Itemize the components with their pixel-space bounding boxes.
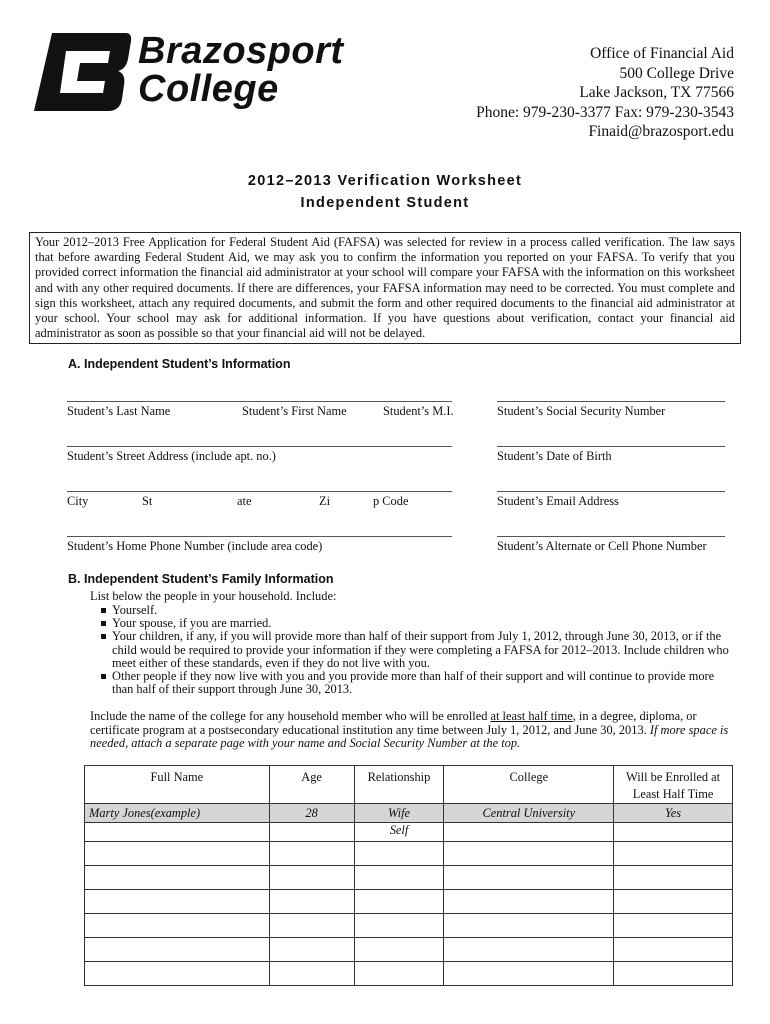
- bullet-text: Your children, if any, if you will provide more than half of their support from July 1, 2012, through June 30, 2013, or if the child would be required to provide your information if they were completing a FAFSA for 2012–2013. Include children who meet either of these standards, even if they do not live with you.: [112, 629, 729, 670]
- college-cell[interactable]: [444, 890, 614, 914]
- example-age-cell: 28: [269, 804, 354, 823]
- enrolled-cell[interactable]: [614, 938, 733, 962]
- address-phone: Phone: 979-230-3377 Fax: 979-230-3543: [476, 103, 734, 121]
- bullet-icon: [101, 621, 106, 626]
- table-row-self: [85, 823, 733, 842]
- street-label: Student’s Street Address (include apt. no.): [67, 449, 276, 463]
- email-field-line[interactable]: [497, 491, 725, 492]
- office-address: [476, 44, 734, 142]
- street-field-line[interactable]: [67, 446, 452, 447]
- enrolled-cell[interactable]: [614, 842, 733, 866]
- example-name-cell: Marty Jones(example): [85, 804, 270, 823]
- enrolled-cell[interactable]: [614, 866, 733, 890]
- dob-label: Student’s Date of Birth: [497, 449, 612, 463]
- enrollment-note: [90, 710, 730, 751]
- city-state-zip-field-line[interactable]: [67, 491, 452, 492]
- address-city: Lake Jackson, TX 77566: [579, 84, 734, 101]
- age-cell[interactable]: [269, 866, 354, 890]
- college-logo-icon: [34, 33, 132, 111]
- college-cell[interactable]: [444, 866, 614, 890]
- college-cell[interactable]: [444, 914, 614, 938]
- name-cell[interactable]: [85, 938, 270, 962]
- alt-phone-label: Student’s Alternate or Cell Phone Number: [497, 539, 707, 553]
- zip-label-b: p Code: [373, 494, 409, 508]
- name-cell[interactable]: [85, 962, 270, 986]
- name-cell[interactable]: [85, 914, 270, 938]
- bullet-icon: [101, 634, 106, 639]
- dob-field-line[interactable]: [497, 446, 725, 447]
- college-cell[interactable]: [444, 938, 614, 962]
- example-college-cell: Central University: [444, 804, 614, 823]
- age-cell[interactable]: [269, 938, 354, 962]
- bullet-text: Your spouse, if you are married.: [112, 616, 272, 631]
- enrollment-note-italic: If more space is needed, attach a separate page with your name and Social Security Number at the top.: [90, 722, 729, 751]
- college-name-line1: Brazosport: [138, 30, 344, 72]
- name-cell[interactable]: [85, 866, 270, 890]
- bullet-icon: [101, 674, 106, 679]
- col-header-enrolled: Will be Enrolled at Least Half Time: [614, 766, 733, 804]
- self-age-cell[interactable]: [269, 823, 354, 842]
- table-row-example: [85, 804, 733, 823]
- relationship-cell[interactable]: [354, 962, 444, 986]
- college-cell[interactable]: [444, 962, 614, 986]
- self-name-cell[interactable]: [85, 823, 270, 842]
- enrollment-note-underline: at least half time: [490, 709, 573, 723]
- college-name: [138, 32, 344, 108]
- example-enrolled-cell: Yes: [614, 804, 733, 823]
- college-name-line2: College: [138, 68, 279, 110]
- home-phone-field-line[interactable]: [67, 536, 452, 537]
- list-item: [90, 630, 730, 670]
- enrolled-cell[interactable]: [614, 890, 733, 914]
- age-cell[interactable]: [269, 962, 354, 986]
- list-item: [90, 670, 730, 696]
- enrolled-cell[interactable]: [614, 962, 733, 986]
- col-header-age: Age: [269, 766, 354, 804]
- first-name-label: Student’s First Name: [242, 404, 347, 418]
- table-header-row: [85, 766, 733, 804]
- email-label: Student’s Email Address: [497, 494, 619, 508]
- ssn-label: Student’s Social Security Number: [497, 404, 666, 418]
- table-row: [85, 866, 733, 890]
- enrolled-cell[interactable]: [614, 914, 733, 938]
- age-cell[interactable]: [269, 914, 354, 938]
- table-row: [85, 914, 733, 938]
- city-label: City: [67, 494, 89, 508]
- relationship-cell[interactable]: [354, 890, 444, 914]
- college-cell[interactable]: [444, 842, 614, 866]
- alt-phone-field-line[interactable]: [497, 536, 725, 537]
- name-field-line[interactable]: [67, 401, 452, 402]
- household-bullet-list: [90, 604, 730, 696]
- page-subtitle: Independent Student: [300, 195, 470, 211]
- self-enrolled-cell[interactable]: [614, 823, 733, 842]
- home-phone-label: Student’s Home Phone Number (include area code): [67, 539, 323, 553]
- address-street: 500 College Drive: [619, 64, 734, 82]
- zip-label-a: Zi: [319, 494, 331, 508]
- mi-label: Student’s M.I.: [383, 404, 454, 418]
- enrollment-note-text-2: , in a degree, diploma, or certificate program at a postsecondary educational institution any time between July 1, 2012, and June 30, 2013.: [90, 709, 697, 737]
- col-header-relationship: Relationship: [354, 766, 444, 804]
- address-email: Finaid@brazosport.edu: [588, 123, 734, 140]
- relationship-cell[interactable]: [354, 866, 444, 890]
- state-label-a: St: [142, 494, 153, 508]
- table-row: [85, 842, 733, 866]
- self-relationship-cell: Self: [354, 823, 444, 842]
- name-cell[interactable]: [85, 890, 270, 914]
- bullet-text: Yourself.: [112, 603, 158, 617]
- intro-paragraph: Your 2012–2013 Free Application for Federal Student Aid (FAFSA) was selected for review in a process called verification. The law says that before awarding Federal Student Aid, we may ask you to confirm the information you reported on your FAFSA. To verify that you provided correct information the financial aid administrator at your school will compare your FAFSA with the information on this worksheet and with any other required documents. If there are differences, your FAFSA information may need to be corrected. You must complete and sign this worksheet, attach any required documents, and submit the form and other required documents to the financial aid administrator at your school. Your school may ask for additional information. If you have questions about verification, contact your financial aid administrator as soon as possible so that your financial aid will not be delayed.: [29, 232, 741, 344]
- ssn-field-line[interactable]: [497, 401, 725, 402]
- state-label-b: ate: [237, 494, 252, 508]
- relationship-cell[interactable]: [354, 938, 444, 962]
- household-intro: List below the people in your household. Include:: [90, 589, 337, 603]
- household-table: [84, 765, 733, 986]
- name-cell[interactable]: [85, 842, 270, 866]
- bullet-text: Other people if they now live with you and you provide more than half of their support and will continue to provide more than half of their support through June 30, 2013.: [112, 669, 715, 697]
- relationship-cell[interactable]: [354, 914, 444, 938]
- col-header-college: College: [444, 766, 614, 804]
- page-title: 2012–2013 Verification Worksheet: [247, 173, 523, 189]
- section-a-heading: A. Independent Student’s Information: [68, 357, 291, 371]
- age-cell[interactable]: [269, 842, 354, 866]
- address-office: Office of Financial Aid: [590, 45, 734, 62]
- enrollment-note-text: Include the name of the college for any household member who will be enrolled: [90, 709, 491, 723]
- example-relationship-cell: Wife: [354, 804, 444, 823]
- section-b-heading: B. Independent Student’s Family Information: [68, 572, 334, 586]
- self-college-cell[interactable]: [444, 823, 614, 842]
- col-header-full-name: Full Name: [85, 766, 270, 804]
- last-name-label: Student’s Last Name: [67, 404, 171, 418]
- table-row: [85, 938, 733, 962]
- table-row: [85, 890, 733, 914]
- bullet-icon: [101, 608, 106, 613]
- relationship-cell[interactable]: [354, 842, 444, 866]
- table-row: [85, 962, 733, 986]
- age-cell[interactable]: [269, 890, 354, 914]
